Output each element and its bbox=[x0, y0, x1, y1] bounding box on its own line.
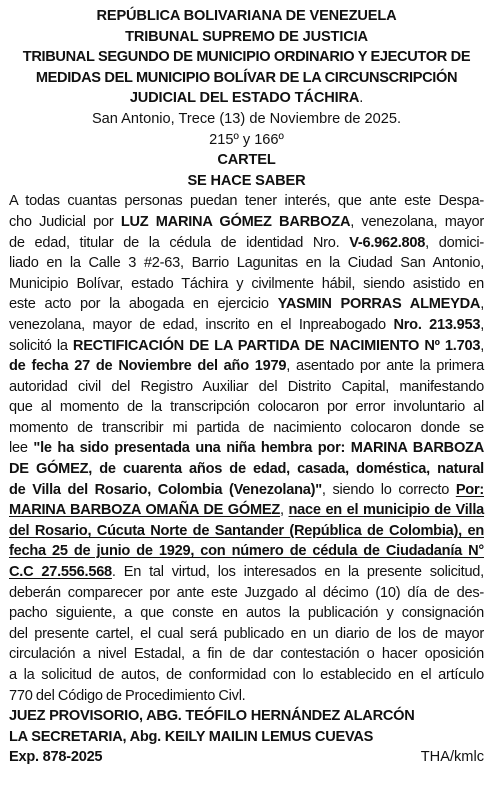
body-line: que al momento de la transcripción colocaron por error involuntario al bbox=[9, 399, 484, 416]
header-tribunal-line3-text: JUDICIAL DEL ESTADO TÁCHIRA bbox=[129, 90, 360, 107]
place-date: San Antonio, Trece (13) de Noviembre de 2025. bbox=[91, 110, 402, 127]
body-text: venezolana, mayor de edad, inscrito en el Inpreabogado bbox=[9, 316, 394, 333]
notice-subtitle: SE HACE SABER bbox=[187, 172, 306, 189]
judge-signature: JUEZ PROVISORIO, ABG. TEÓFILO HERNÁNDEZ ALARCÓN bbox=[9, 708, 415, 725]
correct-birthplace: nace en el municipio de Villa bbox=[288, 502, 485, 519]
request-title: RECTIFICACIÓN DE LA PARTIDA DE NACIMIENTO Nº 1.703 bbox=[72, 337, 481, 354]
body-line: A todas cuantas personas puedan tener interés, que ante este Despa- bbox=[9, 193, 484, 210]
body-line bbox=[9, 336, 484, 357]
initials: THA/kmlc bbox=[420, 749, 484, 766]
body-text: , bbox=[280, 502, 289, 519]
correct-label: Por: bbox=[455, 481, 485, 498]
body-text: , domici- bbox=[425, 234, 485, 251]
body-line: momento de transcribir mi partida de nacimiento colocaron donde se bbox=[9, 419, 484, 436]
correct-birthplace: del Rosario, Cúcuta Norte de Santander (República de Colombia), en bbox=[9, 522, 484, 539]
body-text: , venezolana, mayor bbox=[350, 213, 484, 230]
body-line bbox=[9, 521, 484, 542]
header-court: TRIBUNAL SUPREMO DE JUSTICIA bbox=[125, 28, 368, 45]
correct-id: C.C 27.556.568 bbox=[9, 564, 112, 581]
body-line: 770 del Código de Procedimiento Civl. bbox=[9, 687, 246, 704]
applicant-id: V-6.962.808 bbox=[349, 234, 426, 251]
body-line bbox=[9, 233, 484, 254]
lawyer-number: Nro. 213.953 bbox=[393, 316, 481, 333]
correct-birthdate: fecha 25 de junio de 1929, con número de cédula de Ciudadanía N° bbox=[9, 543, 484, 560]
body-line: Municipio Bolívar, estado Táchira y civilmente hábil, siendo asistido en bbox=[9, 275, 484, 292]
correct-name: MARINA BARBOZA OMAÑA DE GÓMEZ bbox=[9, 502, 281, 519]
body-text: . En tal virtud, los interesados en la presente solicitud, bbox=[111, 564, 484, 581]
body-text: de edad, titular de la cédula de identidad Nro. bbox=[9, 234, 350, 251]
file-footer bbox=[9, 747, 484, 768]
body-line: pacho siguiente, a que conste en autos la publicación y consignación bbox=[9, 605, 484, 622]
body-text: este acto por la abogada en ejercicio bbox=[9, 296, 278, 313]
body-text: , bbox=[480, 316, 484, 333]
body-line bbox=[9, 541, 484, 562]
body-line bbox=[9, 315, 484, 336]
body-line bbox=[9, 356, 484, 377]
file-number: Exp. 878-2025 bbox=[9, 749, 103, 766]
body-text: solicitó la bbox=[9, 337, 73, 354]
header-country: REPÚBLICA BOLIVARIANA DE VENEZUELA bbox=[96, 8, 397, 24]
body-line: circulación a nivel Estadal, a fin de dar contestación o hacer oposición bbox=[9, 646, 484, 663]
applicant-name: LUZ MARINA GÓMEZ BARBOZA bbox=[120, 213, 351, 230]
body-line bbox=[9, 480, 484, 501]
body-line bbox=[9, 500, 484, 521]
body-line: liado en la Calle 3 #2-63, Barrio Lagunitas en la Ciudad San Antonio, bbox=[9, 255, 484, 272]
header-tribunal-line1: TRIBUNAL SEGUNDO DE MUNICIPIO ORDINARIO Y EJECUTOR DE bbox=[22, 49, 471, 66]
quoted-record: "le ha sido presentada una niña hembra por: MARINA BARBOZA bbox=[33, 440, 485, 457]
body-line: a la solicitud de autos, de conformidad con lo establecido en el artículo bbox=[9, 667, 484, 683]
lawyer-name: YASMIN PORRAS ALMEYDA bbox=[277, 296, 481, 313]
body-text: cho Judicial por bbox=[9, 213, 121, 230]
years: 215º y 166º bbox=[209, 131, 284, 148]
body-line: deberán comparecer por ante este Juzgado al décimo (10) día de des- bbox=[9, 584, 484, 601]
record-date: de fecha 27 de Noviembre del año 1979 bbox=[9, 358, 287, 375]
body-text: , bbox=[480, 337, 485, 354]
body-line: DE GÓMEZ, de cuarenta años de edad, casada, doméstica, natural bbox=[9, 461, 484, 478]
header-tribunal-line3-period: . bbox=[359, 90, 364, 107]
body-line bbox=[9, 294, 484, 315]
header-tribunal-line3 bbox=[9, 88, 484, 109]
body-text: lee bbox=[9, 440, 34, 457]
body-line bbox=[9, 438, 484, 459]
header-block bbox=[9, 6, 484, 109]
body-line: del presente cartel, el cual será publicado en un diario de los de mayor bbox=[9, 625, 484, 642]
body-line: autoridad civil del Registro Auxiliar del Distrito Capital, manifestando bbox=[9, 378, 484, 395]
body-text: , bbox=[480, 296, 484, 313]
secretary-signature: LA SECRETARIA, Abg. KEILY MAILIN LEMUS CUEVAS bbox=[9, 728, 374, 745]
notice-body bbox=[9, 191, 484, 706]
body-line bbox=[9, 562, 484, 583]
header-tribunal-line2: MEDIDAS DEL MUNICIPIO BOLÍVAR DE LA CIRCUNSCRIPCIÓN bbox=[35, 69, 458, 86]
notice-title: CARTEL bbox=[217, 152, 276, 169]
body-text: , siendo lo correcto bbox=[321, 481, 456, 498]
quoted-record: de Villa del Rosario, Colombia (Venezolana)" bbox=[9, 481, 322, 498]
body-line bbox=[9, 212, 484, 233]
body-text: , asentado por ante la primera bbox=[286, 358, 484, 375]
